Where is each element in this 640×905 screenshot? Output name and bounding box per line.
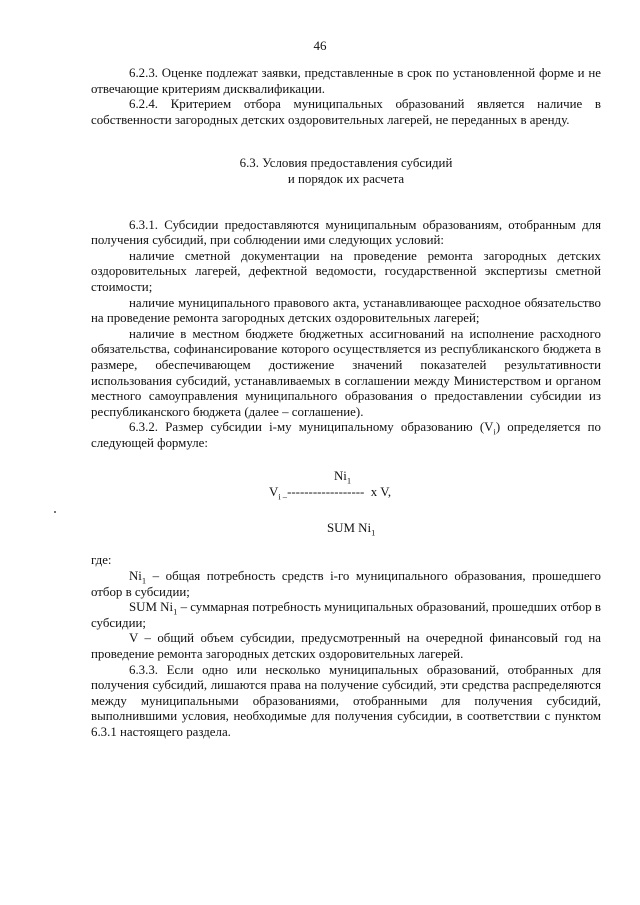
def-ni-text: – общая потребность средств i-го муниципального образования, прошедшего отбор в субсидии;: [91, 569, 601, 599]
document-body: [91, 66, 601, 741]
where-label: где:: [91, 553, 112, 568]
def-sum-sub: 1: [173, 606, 178, 617]
formula-fraction-bar: ------------------: [287, 485, 365, 500]
formula-lhs-sub: i –: [278, 492, 288, 503]
def-sum-main: SUM Ni: [129, 600, 174, 615]
section-heading-line1: 6.3. Условия предоставления субсидий: [239, 156, 453, 171]
page-number: 46: [313, 38, 327, 53]
definition-ni: [91, 569, 601, 600]
formula-denominator-sub: 1: [371, 528, 376, 539]
definition-v: V – общий объем субсидии, предусмотренный на очередной финансовый год на проведение ремонта загородных детских оздоровительных лагерей.: [91, 631, 601, 662]
formula-lhs-main: V: [269, 485, 279, 500]
condition-budget-allocations: наличие в местном бюджете бюджетных ассигнований на исполнение расходного обязательства, софинансирование которого осуществляется из республиканского бюджета в размере, обеспечивающем достижение значений показателей результативности использования субсидий, устанавливаемых в соглашении между Министерством и органом местного самоуправления муниципального образования о предоставлении субсидии из республиканского бюджета (далее – соглашение).: [91, 326, 601, 419]
p632-before: 6.3.2. Размер субсидии i-му муниципальному образованию (V: [129, 420, 494, 435]
paragraph-6-3-1: 6.3.1. Субсидии предоставляются муниципальным образованиям, отобранным для получения субсидий, при соблюдении ими следующих условий:: [91, 217, 601, 248]
formula-denominator: [327, 521, 376, 539]
paragraph-6-2-3: 6.2.3. Оценке подлежат заявки, представленные в срок по установленной форме и не отвечающие критериям дисквалификации.: [91, 66, 601, 96]
formula-rhs: x V,: [370, 485, 392, 500]
condition-estimate-docs: наличие сметной документации на проведение ремонта загородных детских оздоровительных лагерей, дефектной ведомости, государственной экспертизы сметной стоимости;: [91, 248, 601, 294]
scan-speck: [54, 511, 56, 513]
paragraph-6-3-2: [91, 420, 601, 451]
formula-main-line: [269, 485, 392, 503]
paragraph-6-3-3: 6.3.3. Если одно или несколько муниципальных образований, отобранных для получения субсидий, лишаются права на получение субсидий, эти средства распределяются между муниципальными образованиями, отобранными для получения субсидий, выполнившими условия, необходимые для получения субсидии, в соответствии с пунктом 6.3.1 настоящего раздела.: [91, 662, 601, 739]
formula-denominator-main: SUM Ni: [327, 521, 372, 536]
section-heading-line2: и порядок их расчета: [287, 171, 405, 186]
subsidy-formula: [91, 469, 601, 541]
formula-numerator: [334, 469, 352, 487]
def-ni-sub: 1: [141, 575, 147, 586]
p632-sub: i: [493, 426, 496, 437]
def-sum-text: – суммарная потребность муниципальных образований, прошедших отбор в субсидии;: [91, 600, 601, 630]
formula-numerator-sub: 1: [346, 476, 352, 487]
paragraph-6-2-4: 6.2.4. Критерием отбора муниципальных образований является наличие в собственности загородных детских оздоровительных лагерей, не переданных в аренду.: [91, 97, 601, 127]
p632-after: ) определяется по следующей формуле:: [91, 420, 602, 450]
def-ni-main: Ni: [129, 569, 142, 584]
section-heading-6-3: [91, 156, 601, 187]
definition-sum-ni: [91, 600, 601, 631]
condition-legal-act: наличие муниципального правового акта, устанавливающее расходное обязательство на проведение ремонта загородных детских оздоровительных лагерей;: [91, 295, 601, 326]
formula-numerator-main: Ni: [334, 469, 347, 484]
